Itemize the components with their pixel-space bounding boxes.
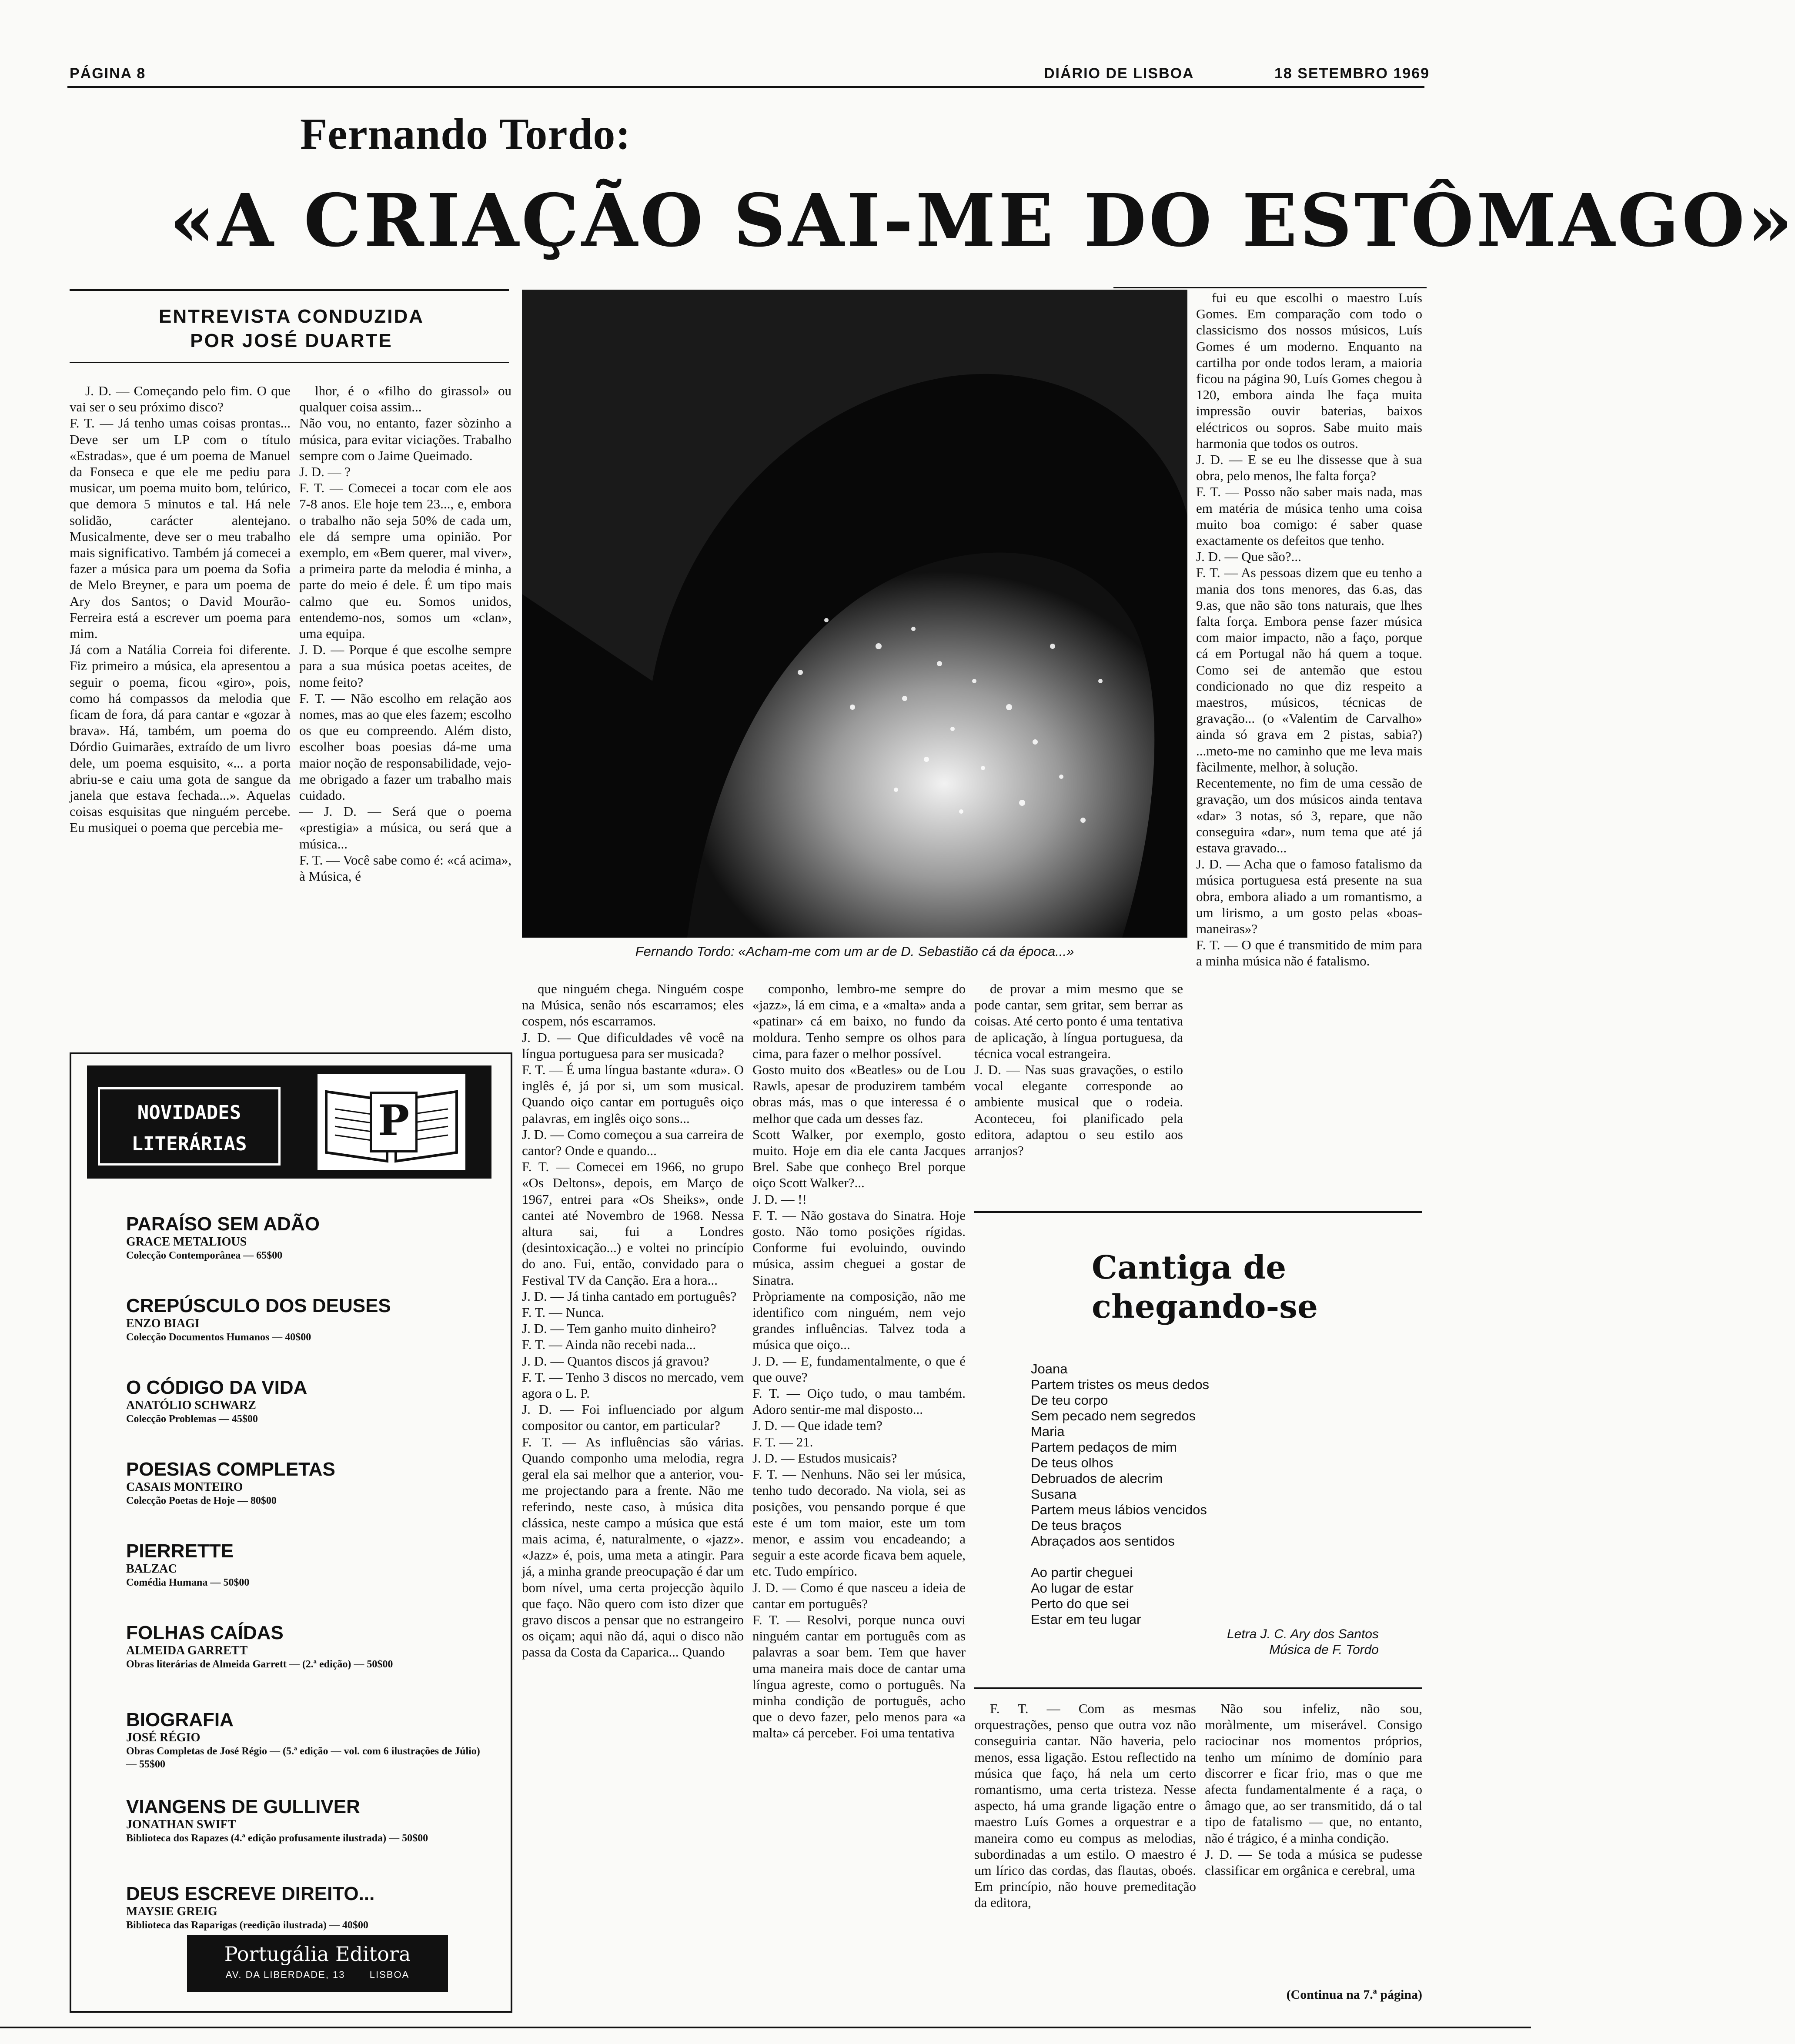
book-author: ALMEIDA GARRETT: [126, 1644, 248, 1657]
ad-book: [126, 1295, 491, 1377]
book-collection: Biblioteca dos Rapazes (4.ª edição profusamente ilustrada) — 50$00: [126, 1833, 428, 1844]
article-column-8: [1205, 1700, 1422, 1979]
byline-line-2: POR JOSÉ DUARTE: [190, 330, 393, 351]
book-title: O CÓDIGO DA VIDA: [126, 1377, 308, 1398]
logo-letter: P: [370, 1092, 418, 1152]
column-7-text: F. T. — Com as mesmas orquestrações, penso que outra voz não conseguiria cantar. Não haveria, pelo menos, essa ligação. Estou reflectido na música que faço, há nela um certo romantismo, uma certa tristeza. Nesse aspecto, há uma grande ligação entre o maestro Luís Gomes a orquestrar e a maneira como eu compus as melodias, subordinadas a um estilo. O maestro é um lírico das cordas, das flautas, oboés. Em princípio, não houve premeditação da editora,: [974, 1701, 1196, 1910]
publisher-box: [187, 1935, 448, 1992]
article-column-3: [522, 981, 744, 2011]
ad-book: [126, 1377, 491, 1459]
book-author: GRACE METALIOUS: [126, 1235, 247, 1249]
ad-book: [126, 1540, 491, 1622]
article-column-7: [974, 1700, 1196, 2014]
byline-line-1: ENTREVISTA CONDUZIDA: [159, 306, 424, 327]
ad-heading: [98, 1087, 281, 1166]
book-title: BIOGRAFIA: [126, 1709, 234, 1730]
article-column-4: [752, 981, 966, 2011]
poem-text: Joana Partem tristes os meus dedos De teu corpo Sem pecado nem segredos Maria Partem pedaços de mim De teus olhos Debruados de alecrim Susana Partem meus lábios vencidos De teus braços Abraçados aos sentidos Ao partir cheguei Ao lugar de estar Perto do que sei Estar em teu lugar: [1031, 1361, 1210, 1627]
book-title: POESIAS COMPLETAS: [126, 1459, 335, 1480]
article-column-5: [974, 981, 1183, 1198]
publisher-name: Portugália Editora: [224, 1942, 411, 1966]
book-collection: Colecção Contemporânea — 65$00: [126, 1250, 283, 1261]
poem-title-line-2: chegando-se: [1092, 1288, 1318, 1326]
byline-rule-bottom: [70, 362, 509, 363]
byline: [70, 304, 513, 353]
ad-book-list: [126, 1213, 491, 1953]
book-logo: [318, 1074, 465, 1170]
poem-lyrics-credit: Letra J. C. Ary dos Santos: [1227, 1627, 1379, 1641]
newspaper-name: DIÁRIO DE LISBOA: [1044, 65, 1194, 82]
column-3-text: que ninguém chega. Ninguém cospe na Música, senão nós escarramos; eles cospem, nós escarramos. J. D. — Que dificuldades vê você na língua portuguesa para ser musicada? F. T. — É uma língua bastante «dura». O inglês é, já por si, um som musical. Quando oiço cantar em português oiço palavras, em inglês oiço sons... J. D. — Como começou a sua carreira de cantor? Onde e quando... F. T. — Comecei em 1966, no grupo «Os Deltons», depois, em Março de 1967, entrei para «Os Sheiks», onde cantei até Novembro de 1968. Nessa altura sai, fui a Londres (desintoxicação...) e voltei no princípio do ano. Fui, então, convidado para o Festival TV da Canção. Era a hora... J. D. — Já tinha cantado em português? F. T. — Nunca. J. D. — Tem ganho muito dinheiro? F. T. — Ainda não recebi nada... J. D. — Quantos discos já gravou? F. T. — Tenho 3 discos no mercado, vem agora o L. P. J. D. — Foi influenciado por algum compositor ou cantor, em particular? F. T. — As influências são várias. Quando componho uma melodia, regra geral ela sai melhor que a anterior, vou-me projectando para a frente. Não me referindo, neste caso, à música dita clássica, neste campo a música que está mais acima, é, naturalmente, o «jazz». «Jazz» é, pois, uma meta a atingir. Para já, a minha grande preocupação é dar um bom nível, uma certa projecção àquilo que faço. Não quero com isto dizer que gravo discos a pensar que no estrangeiro os oiçam; aqui não dá, aqui o disco não passa da Costa da Caparica... Quando: [522, 981, 744, 1660]
ad-book: [126, 1709, 491, 1796]
page-number: PÁGINA 8: [70, 65, 146, 82]
publisher-address: [187, 1969, 448, 1981]
byline-rule-top: [70, 289, 509, 291]
column-8-text: Não sou infeliz, não sou, moràlmente, um miserável. Consigo raciocinar nos momentos próprios, tenho um mínimo de domínio para discorrer e ficar frio, mas o que me afecta fundamentalmente é a raça, o âmago que, ao ser transmitido, dá o tal tipo de fatalismo — que, no entanto, não é trágico, é a minha condição. J. D. — Se toda a música se pudesse classificar em orgânica e cerebral, uma: [1205, 1701, 1422, 1878]
headline: «A CRIAÇÃO SAI-ME DO ESTÔMAGO»: [170, 178, 1795, 263]
kicker: Fernando Tordo:: [300, 110, 631, 159]
article-column-2: [299, 383, 511, 1009]
ad-book: [126, 1213, 491, 1295]
book-title: PARAÍSO SEM ADÃO: [126, 1213, 320, 1235]
ad-book: [126, 1622, 491, 1709]
book-author: ENZO BIAGI: [126, 1317, 200, 1330]
book-author: MAYSIE GREIG: [126, 1905, 217, 1918]
article-column-6: [1196, 290, 1422, 1199]
column-1-text: J. D. — Começando pelo fim. O que vai ser o seu próximo disco? F. T. — Já tenho umas coisas prontas... Deve ser um LP com o título «Estradas», que é um poema de Manuel da Fonseca e que ele me pediu para musicar, um poema muito bom, telúrico, que demora 5 minutos e tal. Há nele solidão, carácter alentejano. Musicalmente, deve ser o meu trabalho mais significativo. Também já comecei a fazer a música para um poema da Sofia de Melo Breyner, e para um poema de Ary dos Santos; o David Mourão-Ferreira está a escrever um poema para mim. Já com a Natália Correia foi diferente. Fiz primeiro a música, ela apresentou a seguir o poema, ficou «giro», pois, como há compassos da melodia que ficam de fora, dá para cantar e «gozar à brava». Há, também, um poema do Dórdio Guimarães, extraído de um livro dele, um poema esquisito, «... a porta abriu-se e caiu uma gota de sangue da janela que estava fechada...». Aquelas coisas esquisitas que ninguém percebe. Eu musiquei o poema que percebia me-: [70, 383, 291, 835]
column-2-text: lhor, é o «filho do girassol» ou qualquer coisa assim... Não vou, no entanto, fazer sòzinho a música, para evitar viciações. Trabalho sempre com o Jaime Queimado. J. D. — ? F. T. — Comecei a tocar com ele aos 7-8 anos. Ele hoje tem 23..., e, embora o trabalho não seja 50% de cada um, ele dá sempre uma opinião. Por exemplo, em «Bem querer, mal viver», a primeira parte da melodia é minha, a parte do meio é dele. É um tipo mais calmo que eu. Somos unidos, entendemo-nos, somos um «clan», uma equipa. J. D. — Porque é que escolhe sempre para a sua música poetas aceites, de nome feito? F. T. — Não escolho em relação aos nomes, mas ao que eles fazem; escolho os que eu compreendo. Além disto, escolher boas poesias dá-me uma maior noção de responsabilidade, vejo-me obrigado a fazer um trabalho mais cuidado. — J. D. — Será que o poema «prestigia» a música, ou será que a música... F. T. — Você sabe como é: «cá acima», à Música, é: [299, 383, 511, 884]
header-rule: [67, 86, 1424, 88]
poem-title-line-1: Cantiga de: [1092, 1249, 1287, 1286]
issue-date: 18 SETEMBRO 1969: [1274, 65, 1430, 82]
portrait-photo: [522, 290, 1187, 938]
publisher-address-street: AV. DA LIBERDADE, 13: [225, 1969, 345, 1980]
ad-heading-line-2: LITERÁRIAS: [131, 1133, 247, 1155]
book-collection: Obras Completas de José Régio — (5.ª edição — vol. com 6 ilustrações de Júlio) — 55$00: [126, 1746, 480, 1770]
book-collection: Colecção Problemas — 45$00: [126, 1413, 258, 1425]
book-collection: Biblioteca das Raparigas (reedição ilustrada) — 40$00: [126, 1920, 368, 1931]
book-collection: Colecção Documentos Humanos — 40$00: [126, 1332, 311, 1343]
book-title: VIANGENS DE GULLIVER: [126, 1796, 360, 1817]
book-author: ANATÓLIO SCHWARZ: [126, 1399, 256, 1412]
publisher-address-city: LISBOA: [369, 1969, 410, 1980]
portrait-photo-graphic: [522, 290, 1187, 938]
book-title: PIERRETTE: [126, 1540, 234, 1562]
poem-credit: [1066, 1627, 1379, 1658]
book-author: JOSÉ RÉGIO: [126, 1731, 201, 1744]
book-collection: Obras literárias de Almeida Garrett — (2.ª edição) — 50$00: [126, 1659, 393, 1670]
column-6-text: fui eu que escolhi o maestro Luís Gomes. Em comparação com todo o classicismo dos nossos músicos, Luís Gomes é um moderno. Enquanto na cartilha por onde todos leram, a maioria ficou na página 90, Luís Gomes chegou à 120, embora ainda lhe faça muita impressão ouvir baterias, baixos eléctricos ou sopros. Sabe muito mais harmonia que todos os outros. J. D. — E se eu lhe dissesse que à sua obra, pelo menos, lhe falta força? F. T. — Posso não saber mais nada, mas em matéria de música tenho uma coisa muito boa comigo: é saber quase exactamente os defeitos que tenho. J. D. — Que são?... F. T. — As pessoas dizem que eu tenho a mania dos tons menores, das 6.as, das 9.as, que não são tons naturais, que lhes falta força. Embora pense fazer música com maior impacto, não a faço, porque cá em Portugal não há quem a toque. Como sei de antemão que estou condicionado no que diz respeito a maestros, músicos, técnicas de gravação... (o «Valentim de Carvalho» ainda só grava em 2 pistas, sabia?) ...meto-me no caminho que me leva mais fàcilmente, melhor, à solução. Recentemente, no fim de uma cessão de gravação, um dos músicos ainda tentava «dar» 3 notas, só 3, repare, que não conseguira «dar», num tema que até já estava gravado... J. D. — Acha que o famoso fatalismo da música portuguesa está presente na sua obra, embora aliado a um romantismo, a um lirismo, a um gosto pelas «boas-maneiras»? F. T. — O que é transmitido de mim para a minha música não é fatalismo.: [1196, 290, 1422, 969]
column-4-text: componho, lembro-me sempre do «jazz», lá em cima, e a «malta» anda a «patinar» cá em baixo, no fundo da moldura. Tenho sempre os olhos para cima, para fazer o melhor possível. Gosto muito dos «Beatles» ou de Lou Rawls, apesar de produzirem também obras más, mas o que interessa é o melhor que cada um desses faz. Scott Walker, por exemplo, gosto muito. Hoje em dia ele canta Jacques Brel. Sabe que conheço Brel porque oiço Scott Walker?... J. D. — !! F. T. — Não gostava do Sinatra. Hoje gosto. Não tomo posições rígidas. Conforme fui evoluindo, ouvindo música, assim cheguei a gostar de Sinatra. Pròpriamente na composição, não me identifico com ninguém, nem vejo grandes influências. Talvez toda a música que oiço... J. D. — E, fundamentalmente, o que é que ouve? F. T. — Oiço tudo, o mau também. Adoro sentir-me mal disposto... J. D. — Que idade tem? F. T. — 21. J. D. — Estudos musicais? F. T. — Nenhuns. Não sei ler música, tenho tudo decorado. Na viola, sei as posições, vou pensando porque é que este é um tom maior, este um tom menor, e assim vou encadeando; a seguir a este acorde ficava bem aquele, etc. Tudo empírico. J. D. — Como é que nasceu a ideia de cantar em português? F. T. — Resolvi, porque nunca ouvi ninguém cantar em português com as palavras a soar bem. Tem que haver uma maneira mais doce de cantar uma língua agreste, como o português. Na minha condição de português, acho que o devo fazer, pelo menos para «a malta» cá perceber. Foi uma tentativa: [752, 981, 966, 1741]
ad-book: [126, 1459, 491, 1540]
poem-rule-top: [974, 1211, 1422, 1213]
poem-title: [1092, 1248, 1318, 1326]
book-title: FOLHAS CAÍDAS: [126, 1622, 284, 1643]
book-collection: Comédia Humana — 50$00: [126, 1577, 250, 1588]
right-rule-top: [1113, 287, 1427, 288]
book-collection: Colecção Poetas de Hoje — 80$00: [126, 1495, 277, 1506]
ad-heading-line-1: NOVIDADES: [137, 1102, 241, 1124]
book-author: CASAIS MONTEIRO: [126, 1480, 243, 1494]
book-author: JONATHAN SWIFT: [126, 1818, 236, 1831]
book-author: BALZAC: [126, 1562, 177, 1576]
footer-rule: [0, 2027, 1531, 2028]
ad-book: [126, 1796, 491, 1883]
article-column-1: [70, 383, 291, 1009]
poem-music-credit: Música de F. Tordo: [1269, 1643, 1379, 1657]
column-5-text: de provar a mim mesmo que se pode cantar, sem gritar, sem berrar as coisas. Até certo ponto é uma tentativa de aplicação, à língua portuguesa, da técnica vocal estrangeira. J. D. — Nas suas gravações, o estilo vocal elegante corresponde ao ambiente musical que o rodeia. Aconteceu, foi planificado pela editora, adaptou o seu estilo aos arranjos?: [974, 981, 1183, 1159]
photo-caption: Fernando Tordo: «Acham-me com um ar de D. Sebastião cá da época...»: [635, 944, 1074, 959]
book-title: CREPÚSCULO DOS DEUSES: [126, 1295, 391, 1316]
continuation-note: (Continua na 7.ª página): [1286, 1987, 1422, 2002]
book-title: DEUS ESCREVE DIREITO...: [126, 1883, 375, 1904]
poem-rule-bottom: [974, 1687, 1422, 1689]
